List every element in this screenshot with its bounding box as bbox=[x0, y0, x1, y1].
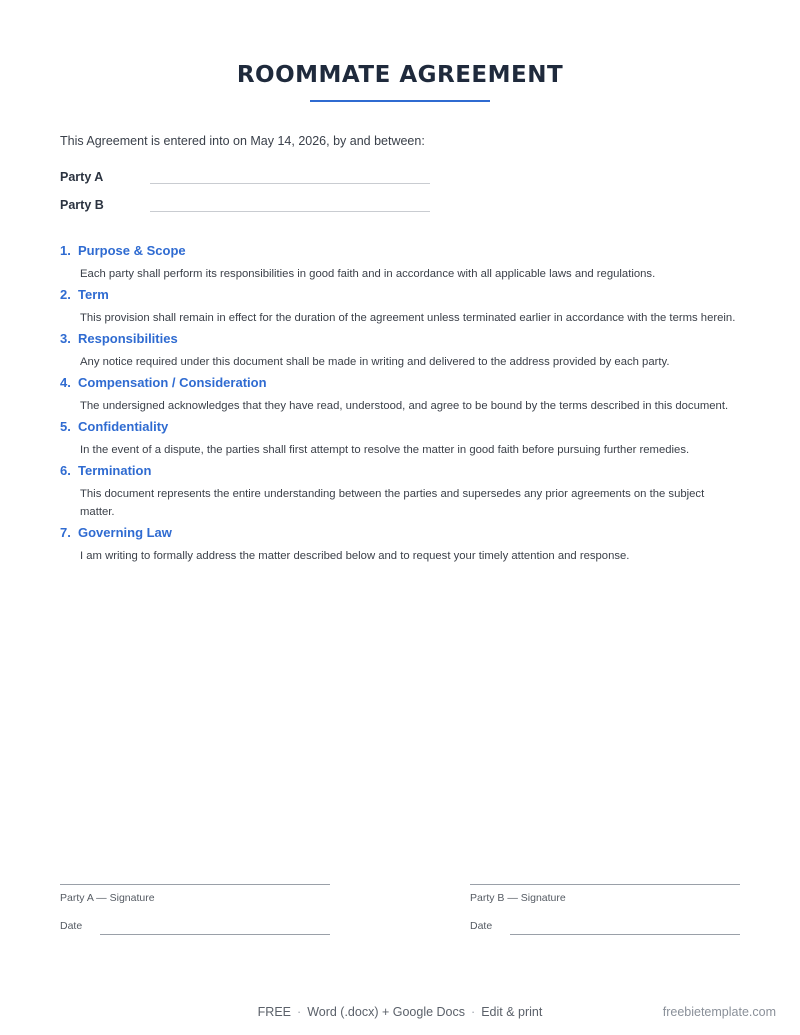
section-title: Termination bbox=[78, 463, 152, 478]
party-b-signature-field[interactable] bbox=[470, 884, 740, 885]
section-number: 7. bbox=[60, 525, 71, 540]
section-title: Compensation / Consideration bbox=[78, 375, 267, 390]
document-title: ROOMMATE AGREEMENT bbox=[236, 62, 564, 88]
section-body: Each party shall perform its responsibilities in good faith and in accordance with all applicable laws and regulations. bbox=[80, 268, 656, 280]
section-number: 6. bbox=[60, 463, 71, 478]
party-b-signature-label: Party B — Signature bbox=[470, 892, 566, 904]
section-confidentiality bbox=[60, 419, 740, 463]
party-b-label: Party B bbox=[60, 198, 104, 212]
section-number: 3. bbox=[60, 331, 71, 346]
party-a-field[interactable] bbox=[150, 183, 430, 184]
section-heading bbox=[60, 463, 740, 485]
section-body: This document represents the entire understanding between the parties and supersedes any prior agreements on the subject matter. bbox=[80, 488, 705, 518]
footer-formats: Word (.docx) + Google Docs bbox=[307, 1005, 466, 1019]
section-title: Purpose & Scope bbox=[78, 243, 186, 258]
section-title: Term bbox=[78, 287, 109, 302]
section-heading bbox=[60, 375, 740, 397]
footer-separator: · bbox=[471, 1005, 476, 1019]
party-a-row bbox=[60, 170, 440, 190]
footer-separator: · bbox=[297, 1005, 302, 1019]
brand-link[interactable]: freebietemplate.com bbox=[662, 1005, 776, 1019]
section-number: 2. bbox=[60, 287, 71, 302]
footer-edit-print: Edit & print bbox=[481, 1005, 543, 1019]
section-responsibilities bbox=[60, 331, 740, 375]
title-underline bbox=[310, 100, 490, 102]
section-termination bbox=[60, 463, 740, 525]
section-title: Responsibilities bbox=[78, 331, 178, 346]
section-body: The undersigned acknowledges that they have read, understood, and agree to be bound by the terms described in this document. bbox=[80, 400, 729, 412]
section-title: Confidentiality bbox=[78, 419, 169, 434]
agreement-sections bbox=[60, 243, 740, 569]
section-body: This provision shall remain in effect for the duration of the agreement unless terminated earlier in accordance with the terms herein. bbox=[80, 312, 736, 324]
section-heading bbox=[60, 287, 740, 309]
section-heading bbox=[60, 331, 740, 353]
section-body: I am writing to formally address the matter described below and to request your timely attention and response. bbox=[80, 550, 630, 562]
party-b-date-field[interactable] bbox=[510, 934, 740, 935]
section-body: Any notice required under this document shall be made in writing and delivered to the address provided by each party. bbox=[80, 356, 670, 368]
section-number: 4. bbox=[60, 375, 71, 390]
section-governing-law bbox=[60, 525, 740, 569]
party-a-signature-field[interactable] bbox=[60, 884, 330, 885]
section-purpose-scope bbox=[60, 243, 740, 287]
section-body: In the event of a dispute, the parties shall first attempt to resolve the matter in good faith before pursuing further remedies. bbox=[80, 444, 690, 456]
section-heading bbox=[60, 243, 740, 265]
party-b-row bbox=[60, 198, 440, 218]
section-number: 5. bbox=[60, 419, 71, 434]
party-a-date-label: Date bbox=[60, 920, 83, 932]
section-number: 1. bbox=[60, 243, 71, 258]
footer-free: FREE bbox=[257, 1005, 292, 1019]
party-a-label: Party A bbox=[60, 170, 104, 184]
section-heading bbox=[60, 419, 740, 441]
party-b-field[interactable] bbox=[150, 211, 430, 212]
section-term bbox=[60, 287, 740, 331]
party-b-date-label: Date bbox=[470, 920, 493, 932]
section-compensation bbox=[60, 375, 740, 419]
section-heading bbox=[60, 525, 740, 547]
party-a-date-field[interactable] bbox=[100, 934, 330, 935]
party-a-signature-label: Party A — Signature bbox=[60, 892, 155, 904]
intro-text: This Agreement is entered into on May 14, 2026, by and between: bbox=[60, 134, 425, 148]
section-title: Governing Law bbox=[78, 525, 172, 540]
